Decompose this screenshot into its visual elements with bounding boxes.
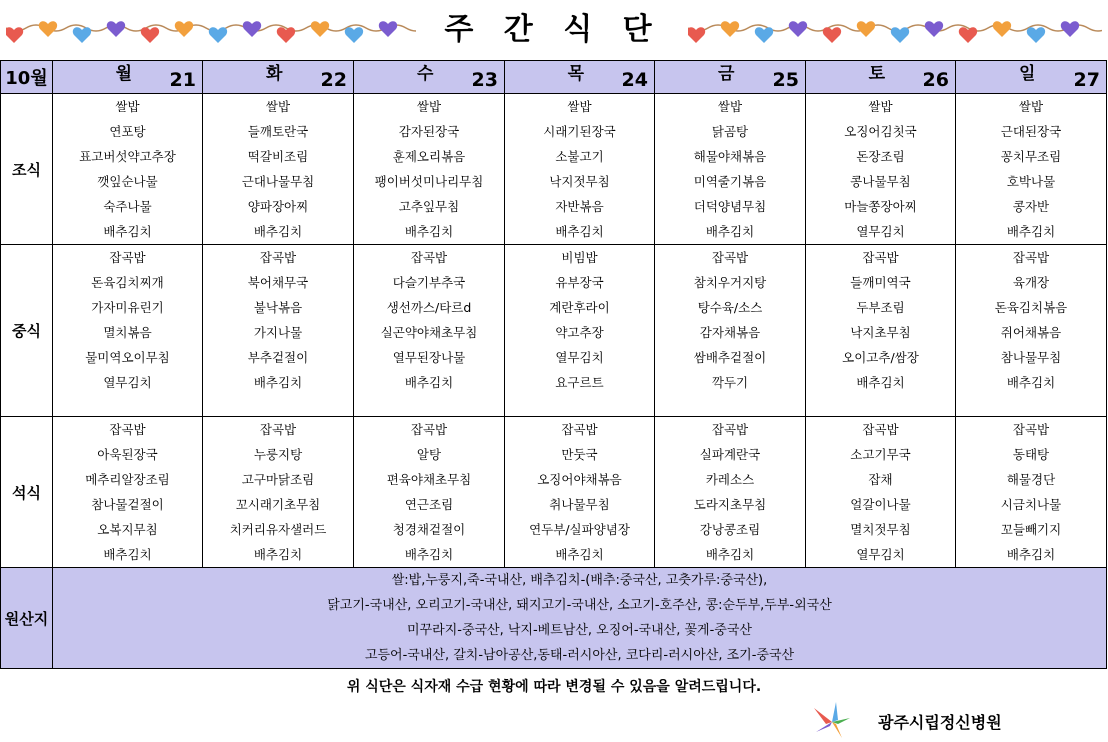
heart-icon	[277, 27, 295, 43]
menu-item: 훈제오리볶음	[392, 149, 466, 164]
meal-label-dinner: 석식	[1, 417, 53, 568]
menu-item: 만둣국	[561, 447, 598, 462]
menu-item: 돈육김치볶음	[994, 300, 1068, 315]
menu-item: 쌀밥	[567, 99, 592, 114]
menu-item: 배추김치	[555, 547, 604, 562]
menu-item: 콩나물무침	[850, 174, 911, 189]
origin-line: 쌀:밥,누룽지,죽-국내산, 배추김치-(배추:중국산, 고춧가루:중국산),	[391, 573, 768, 588]
heart-icon	[311, 21, 329, 37]
menu-cell	[505, 417, 655, 568]
menu-item: 동태탕	[1012, 447, 1050, 462]
menu-item: 유부장국	[555, 275, 604, 290]
header-row	[1, 61, 1107, 94]
menu-item: 연두부/실파양념장	[529, 522, 630, 537]
day-header-thu	[505, 61, 655, 94]
heart-icon	[243, 21, 261, 37]
origin-row	[1, 568, 1107, 669]
menu-item: 강낭콩조림	[699, 522, 761, 537]
menu-item: 두부조림	[856, 300, 905, 315]
menu-item: 열무김치	[103, 375, 152, 390]
day-name: 화	[266, 64, 283, 84]
menu-item: 열무김치	[856, 224, 905, 239]
menu-item: 콩자반	[1012, 199, 1050, 214]
menu-item: 배추김치	[404, 375, 454, 390]
menu-item: 돈장조림	[856, 149, 905, 164]
menu-item: 쌀밥	[265, 99, 291, 114]
heart-icon	[755, 27, 773, 43]
menu-item: 감자채볶음	[699, 325, 761, 340]
heart-icon	[925, 21, 943, 37]
menu-item: 떡갈비조림	[247, 149, 309, 164]
menu-item: 잡곡밥	[1012, 250, 1050, 265]
menu-item: 배추김치	[404, 547, 454, 562]
menu-cell	[806, 245, 956, 417]
menu-cell	[806, 94, 956, 245]
day-header-mon	[53, 61, 203, 94]
day-name: 금	[718, 64, 735, 84]
heart-icon	[891, 27, 909, 43]
menu-item: 오이고추/쌈장	[842, 350, 919, 365]
origin-label: 원산지	[1, 568, 53, 669]
menu-item: 불낙볶음	[253, 300, 303, 315]
menu-cell	[956, 245, 1107, 417]
menu-item: 취나물무침	[549, 497, 610, 512]
menu-item: 깻잎순나물	[97, 174, 158, 189]
hospital-logo-icon	[812, 702, 852, 740]
menu-item: 생선까스/타르d	[386, 300, 472, 315]
menu-item: 잡곡밥	[711, 422, 749, 437]
day-number: 25	[772, 69, 799, 91]
menu-item: 배추김치	[705, 547, 755, 562]
menu-item: 잡곡밥	[259, 250, 297, 265]
menu-item: 팽이버섯미나리무침	[374, 174, 484, 189]
page-title: 주 간 식 단	[444, 12, 662, 47]
menu-item: 쌀밥	[1018, 99, 1044, 114]
day-number: 21	[169, 69, 196, 91]
day-number: 22	[320, 69, 347, 91]
heart-icon	[379, 21, 397, 37]
menu-item: 탕수육/소스	[697, 300, 763, 315]
menu-item: 쌀밥	[868, 99, 893, 114]
menu-item: 메추리알장조림	[85, 472, 170, 487]
origin-line: 미꾸라지-중국산, 낙지-베트남산, 오징어-국내산, 꽃게-중국산	[407, 623, 752, 638]
menu-item: 들깨토란국	[247, 124, 309, 139]
menu-item: 호박나물	[1006, 174, 1056, 189]
origin-line: 닭고기-국내산, 오리고기-국내산, 돼지고기-국내산, 소고기-호주산, 콩:순두부,두부-외국산	[327, 598, 832, 613]
menu-item: 아욱된장국	[97, 447, 158, 462]
month-label: 10월	[1, 61, 53, 94]
menu-cell	[53, 245, 203, 417]
menu-cell	[203, 94, 354, 245]
menu-item: 시래기된장국	[543, 124, 616, 139]
heart-icon	[107, 21, 125, 37]
menu-item: 약고추장	[555, 325, 604, 340]
menu-item: 잡곡밥	[410, 422, 448, 437]
menu-item: 얼갈이나물	[850, 497, 911, 512]
day-name: 토	[868, 64, 886, 84]
menu-item: 닭곰탕	[711, 124, 749, 139]
hospital-name: 광주시립정신병원	[878, 713, 1002, 732]
heart-icon	[959, 27, 977, 43]
menu-item: 낙지젓무침	[549, 174, 610, 189]
menu-item: 배추김치	[253, 375, 303, 390]
menu-item: 오복지무침	[97, 522, 158, 537]
day-header-fri	[655, 61, 806, 94]
menu-item: 편육야채초무침	[386, 472, 472, 487]
menu-item: 꼬시래기초무침	[235, 497, 321, 512]
menu-item: 해물경단	[1006, 472, 1056, 487]
day-name: 월	[115, 64, 133, 84]
menu-item: 누룽지탕	[253, 447, 303, 462]
menu-item: 열무된장나물	[392, 350, 466, 365]
heart-icon	[175, 21, 193, 37]
menu-item: 오징어야채볶음	[537, 472, 622, 487]
menu-item: 비빔밥	[561, 250, 598, 265]
menu-item: 쥐어채볶음	[1000, 325, 1062, 340]
heart-garland-right	[688, 8, 1102, 48]
menu-item: 꽁치무조림	[1000, 149, 1062, 164]
menu-item: 물미역오이무침	[85, 350, 170, 365]
menu-item: 마늘쫑장아찌	[844, 199, 917, 214]
menu-item: 요구르트	[555, 375, 604, 390]
menu-item: 숙주나물	[103, 199, 152, 214]
menu-item: 카레소스	[705, 472, 755, 487]
menu-item: 소고기무국	[850, 447, 911, 462]
menu-item: 배추김치	[253, 224, 303, 239]
menu-item: 고구마닭조림	[241, 472, 315, 487]
menu-item: 쌀밥	[717, 99, 743, 114]
heart-icon	[823, 27, 841, 43]
menu-item: 해물야채볶음	[693, 149, 767, 164]
menu-item: 잡곡밥	[862, 422, 899, 437]
heart-icon	[6, 27, 23, 43]
heart-icon	[345, 27, 363, 43]
menu-item: 쌀밥	[416, 99, 442, 114]
heart-icon	[857, 21, 875, 37]
menu-item: 근대나물무침	[241, 174, 315, 189]
menu-cell	[203, 417, 354, 568]
menu-cell	[655, 245, 806, 417]
heart-icon	[141, 27, 159, 43]
menu-item: 부추겉절이	[247, 350, 309, 365]
day-number: 24	[621, 69, 648, 91]
menu-cell	[956, 94, 1107, 245]
menu-item: 배추김치	[705, 224, 755, 239]
menu-item: 감자된장국	[398, 124, 460, 139]
menu-item: 치커리유자샐러드	[229, 522, 327, 537]
heart-icon	[1061, 21, 1079, 37]
menu-cell	[655, 94, 806, 245]
heart-icon	[73, 27, 91, 43]
menu-item: 연근조림	[404, 497, 454, 512]
menu-item: 배추김치	[253, 547, 303, 562]
menu-item: 잡곡밥	[1012, 422, 1050, 437]
menu-item: 배추김치	[1006, 375, 1056, 390]
menu-item: 표고버섯약고추장	[79, 149, 176, 164]
notice-text: 위 식단은 식자재 수급 현황에 따라 변경될 수 있음을 알려드립니다.	[346, 679, 762, 695]
menu-item: 오징어김칫국	[844, 124, 917, 139]
menu-item: 잡곡밥	[862, 250, 899, 265]
day-header-tue	[203, 61, 354, 94]
menu-item: 배추김치	[1006, 224, 1056, 239]
day-number: 27	[1073, 69, 1100, 91]
origin-info	[53, 568, 1107, 669]
dinner-row	[1, 417, 1107, 568]
menu-item: 쌈배추겉절이	[693, 350, 767, 365]
menu-item: 양파장아찌	[247, 199, 309, 214]
breakfast-row	[1, 94, 1107, 245]
menu-cell	[505, 245, 655, 417]
day-number: 26	[922, 69, 949, 91]
menu-item: 참나물무침	[1000, 350, 1062, 365]
heart-icon	[721, 21, 739, 37]
menu-item: 가지나물	[253, 325, 303, 340]
title-banner	[0, 0, 1108, 60]
day-name: 수	[417, 64, 434, 84]
day-number: 23	[471, 69, 498, 91]
menu-item: 육개장	[1012, 275, 1050, 290]
menu-item: 참나물겉절이	[91, 497, 164, 512]
menu-item: 잡곡밥	[711, 250, 749, 265]
menu-item: 청경채겉절이	[392, 522, 466, 537]
menu-cell	[203, 245, 354, 417]
heart-icon	[39, 21, 57, 37]
menu-cell	[806, 417, 956, 568]
menu-item: 잡곡밥	[109, 250, 146, 265]
menu-item: 잡곡밥	[561, 422, 598, 437]
menu-item: 시금치나물	[1000, 497, 1062, 512]
lunch-row	[1, 245, 1107, 417]
menu-item: 잡곡밥	[259, 422, 297, 437]
menu-cell	[354, 245, 505, 417]
menu-item: 잡곡밥	[109, 422, 146, 437]
menu-cell	[655, 417, 806, 568]
menu-item: 다슬기부추국	[392, 275, 466, 290]
weekly-menu-table	[0, 60, 1107, 669]
menu-item: 알탕	[416, 447, 442, 462]
menu-item: 배추김치	[103, 224, 152, 239]
menu-item: 쌀밥	[115, 99, 140, 114]
menu-item: 계란후라이	[549, 300, 610, 315]
menu-item: 깍두기	[711, 375, 749, 390]
menu-item: 연포탕	[109, 124, 146, 139]
day-name: 일	[1019, 64, 1036, 84]
day-header-sat	[806, 61, 956, 94]
menu-item: 자반볶음	[555, 199, 604, 214]
heart-icon	[209, 27, 227, 43]
menu-item: 들깨미역국	[850, 275, 911, 290]
menu-item: 멸치젓무침	[850, 522, 911, 537]
heart-icon	[1027, 27, 1045, 43]
origin-line: 고등어-국내산, 갈치-남아공산,동태-러시아산, 코다리-러시아산, 조기-중국산	[364, 648, 795, 663]
menu-item: 배추김치	[555, 224, 604, 239]
menu-item: 미역줄기볶음	[693, 174, 767, 189]
menu-cell	[53, 417, 203, 568]
menu-cell	[354, 94, 505, 245]
menu-item: 열무김치	[856, 547, 905, 562]
meal-label-lunch: 중식	[1, 245, 53, 417]
menu-item: 소불고기	[555, 149, 604, 164]
menu-cell	[354, 417, 505, 568]
heart-icon	[688, 27, 705, 43]
menu-item: 실파계란국	[699, 447, 761, 462]
menu-item: 도라지초무침	[693, 497, 767, 512]
menu-cell	[505, 94, 655, 245]
menu-item: 참치우거지탕	[693, 275, 767, 290]
menu-item: 낙지초무침	[850, 325, 911, 340]
menu-item: 멸치볶음	[103, 325, 152, 340]
heart-icon	[993, 21, 1011, 37]
menu-item: 배추김치	[103, 547, 152, 562]
menu-item: 가자미유린기	[91, 300, 164, 315]
meal-label-breakfast: 조식	[1, 94, 53, 245]
menu-cell	[53, 94, 203, 245]
menu-item: 근대된장국	[1000, 124, 1062, 139]
menu-item: 잡채	[868, 472, 893, 487]
menu-item: 배추김치	[404, 224, 454, 239]
heart-garland-left	[6, 8, 416, 48]
menu-item: 더덕양념무침	[693, 199, 767, 214]
menu-item: 배추김치	[856, 375, 905, 390]
menu-item: 북어채무국	[247, 275, 309, 290]
menu-item: 실곤약야채초무침	[380, 325, 478, 340]
day-header-sun	[956, 61, 1107, 94]
day-header-wed	[354, 61, 505, 94]
menu-item: 돈육김치찌개	[91, 275, 164, 290]
menu-item: 열무김치	[555, 350, 604, 365]
menu-item: 꼬들빼기지	[1000, 522, 1062, 537]
menu-item: 잡곡밥	[410, 250, 448, 265]
menu-item: 배추김치	[1006, 547, 1056, 562]
menu-item: 고추잎무침	[398, 199, 460, 214]
menu-cell	[956, 417, 1107, 568]
heart-icon	[789, 21, 807, 37]
day-name: 목	[567, 64, 585, 84]
